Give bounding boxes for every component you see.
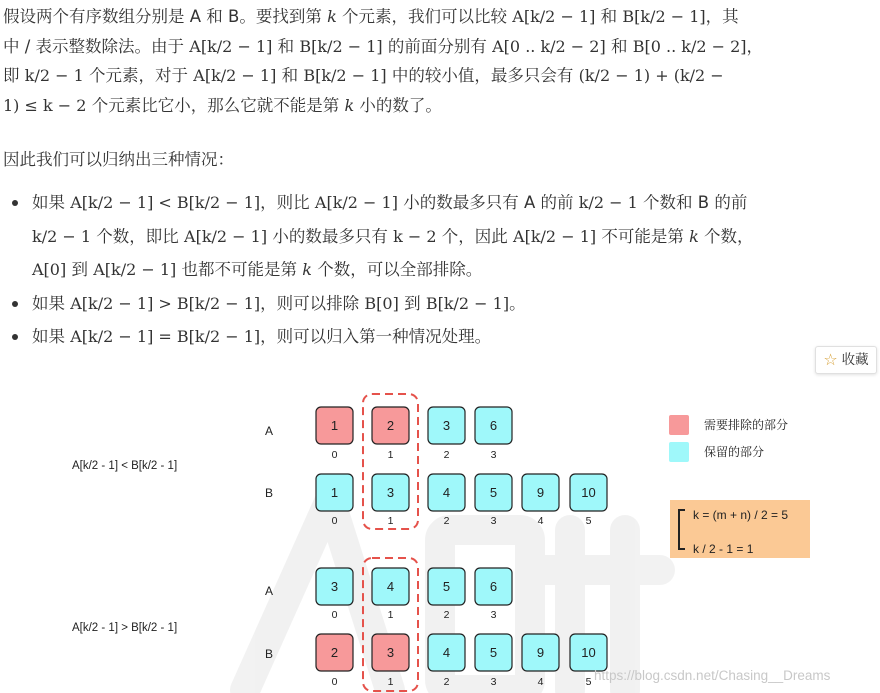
array-cell-value: 5 [489, 645, 498, 660]
case-2-row-a-label: A [265, 584, 274, 598]
array-index-label: 4 [537, 515, 544, 527]
math-k-half: k/2 − 1 [24, 66, 84, 85]
array-index-label: 3 [490, 449, 497, 461]
text-segment: 也都不可能是第 [176, 260, 303, 279]
star-outline-icon: ☆ [823, 350, 838, 369]
watermark-url: https://blog.csdn.net/Chasing__Dreams [594, 668, 831, 683]
array-index-label: 2 [443, 676, 450, 688]
math-b-index: B[k/2 − 1] [425, 293, 510, 313]
array-index-label: 3 [490, 609, 497, 621]
formula-line-1: k = (m + n) / 2 = 5 [693, 508, 789, 522]
text-segment: ， [746, 36, 764, 56]
array-cell-value: 10 [581, 485, 596, 500]
math-k-half: k/2 − 1 [578, 193, 638, 212]
math-a-range: A[0 .. k/2 − 2] [492, 36, 606, 56]
array-cell-value: 5 [489, 485, 498, 500]
case-2-label: A[k/2 - 1] > B[k/2 - 1] [72, 622, 178, 634]
text-segment: 不可能是第 [596, 226, 690, 246]
math-k: k [302, 260, 312, 279]
array-cell-value: 9 [536, 485, 545, 500]
math-b-index: B[k/2 − 1] [622, 7, 706, 26]
math-b-index: B[k/2 − 1] [299, 36, 383, 56]
text-segment: 到 [398, 293, 426, 313]
text-segment: 个，因此 [436, 226, 514, 246]
legend-kept-swatch [669, 442, 689, 462]
text-segment: 如果 [32, 327, 71, 346]
math-a0: A[0] [32, 260, 67, 279]
text-segment: ，其 [705, 7, 739, 26]
math-k-minus-2: k − 2 [393, 226, 437, 246]
text-segment: 个数和 B 的前 [637, 193, 748, 212]
text-segment: 到 [66, 260, 94, 279]
array-index-label: 2 [443, 609, 450, 621]
array-cell-value: 10 [581, 645, 596, 660]
array-cell-value: 3 [386, 485, 395, 500]
math-equal: A[k/2 − 1] = B[k/2 − 1] [70, 327, 261, 346]
case-2-row-b-label: B [265, 647, 274, 661]
text-segment: 和 [276, 66, 304, 85]
text-segment: 中 / 表示整数除法。由于 [3, 36, 190, 56]
math-k: k [344, 95, 355, 115]
array-cell-value: 1 [330, 418, 339, 433]
text-segment: 假设两个有序数组分别是 A 和 B。要找到第 [3, 7, 328, 26]
math-a-index: A[k/2 − 1] [184, 226, 268, 246]
array-index-label: 0 [331, 676, 338, 688]
array-index-label: 0 [331, 515, 338, 527]
math-less: A[k/2 − 1] < B[k/2 − 1] [70, 193, 261, 212]
text-segment: 如果 [32, 293, 71, 313]
array-cell-value: 2 [330, 645, 339, 660]
legend-excluded-label: 需要排除的部分 [704, 418, 789, 432]
math-a-index: A[k/2 − 1] [314, 193, 398, 212]
text-segment: 即 [3, 66, 25, 85]
case-1-label: A[k/2 - 1] < B[k/2 - 1] [72, 460, 178, 472]
math-b-range: B[0 .. k/2 − 2] [632, 36, 747, 56]
array-cell-value: 4 [442, 645, 451, 660]
text-segment: 个数，即比 [91, 226, 185, 246]
array-index-label: 4 [537, 676, 544, 688]
array-index-label: 1 [387, 676, 394, 688]
text-segment: 个元素，对于 [83, 66, 194, 85]
math-a-index: A[k/2 − 1] [93, 260, 177, 279]
math-sum-end: 1) ≤ k − 2 [3, 95, 87, 115]
text-segment: ，则可以排除 [260, 293, 365, 313]
array-cell-value: 6 [489, 418, 498, 433]
array-cell-value: 5 [442, 579, 451, 594]
legend-kept-label: 保留的部分 [704, 445, 765, 459]
math-a-index: A[k/2 − 1] [193, 66, 277, 85]
math-sum: (k/2 − 1) + (k/2 − [578, 66, 724, 85]
text-segment: 个数， [698, 226, 754, 246]
text-segment: 个元素，我们可以比较 [336, 7, 513, 26]
legend-excluded-swatch [669, 415, 689, 435]
array-index-label: 3 [490, 676, 497, 688]
math-a-index: A[k/2 − 1] [189, 36, 273, 56]
text-segment: 和 [272, 36, 300, 56]
text-segment: 和 [605, 36, 633, 56]
array-index-label: 1 [387, 449, 394, 461]
formula-line-2: k / 2 - 1 = 1 [693, 542, 754, 556]
text-segment: 如果 [32, 193, 71, 212]
math-b0: B[0] [364, 293, 399, 313]
array-cell-value: 9 [536, 645, 545, 660]
math-k: k [689, 226, 699, 246]
math-k: k [327, 7, 337, 26]
text-segment: 的前面分别有 [382, 36, 493, 56]
array-cell-value: 3 [386, 645, 395, 660]
array-index-label: 3 [490, 515, 497, 527]
math-a-index: A[k/2 − 1] [513, 226, 597, 246]
array-index-label: 1 [387, 515, 394, 527]
array-index-label: 0 [331, 609, 338, 621]
array-index-label: 2 [443, 515, 450, 527]
math-b-index: B[k/2 − 1] [303, 66, 387, 85]
summary-text: 因此我们可以归纳出三种情况： [3, 150, 234, 169]
text-segment: ，则比 [260, 193, 315, 212]
array-cell-value: 3 [330, 579, 339, 594]
text-segment: 小的数了。 [354, 95, 442, 115]
array-index-label: 5 [585, 676, 592, 688]
text-segment: 中的较小值，最多只会有 [386, 66, 579, 85]
array-cell-value: 4 [386, 579, 395, 594]
text-segment: 个元素比它小，那么它就不能是第 [86, 95, 345, 115]
text-segment: ，则可以归入第一种情况处理。 [260, 327, 492, 346]
array-cell-value: 2 [386, 418, 395, 433]
array-cell-value: 6 [489, 579, 498, 594]
array-cell-value: 4 [442, 485, 451, 500]
array-index-label: 2 [443, 449, 450, 461]
array-index-label: 0 [331, 449, 338, 461]
array-cell-value: 3 [442, 418, 451, 433]
favorite-label: 收藏 [841, 352, 869, 368]
case-1-row-a-label: A [265, 424, 274, 438]
math-a-index: A[k/2 − 1] [512, 7, 596, 26]
array-cell-value: 1 [330, 485, 339, 500]
text-segment: 小的数最多只有 A 的前 [397, 193, 579, 212]
text-segment: 和 [595, 7, 623, 26]
math-greater: A[k/2 − 1] > B[k/2 − 1] [70, 293, 261, 313]
math-k-half: k/2 − 1 [32, 226, 92, 246]
array-index-label: 1 [387, 609, 394, 621]
text-segment: 。 [509, 293, 526, 313]
array-index-label: 5 [585, 515, 592, 527]
text-segment: 小的数最多只有 [267, 226, 394, 246]
text-segment: 个数，可以全部排除。 [311, 260, 483, 279]
case-1-row-b-label: B [265, 486, 274, 500]
